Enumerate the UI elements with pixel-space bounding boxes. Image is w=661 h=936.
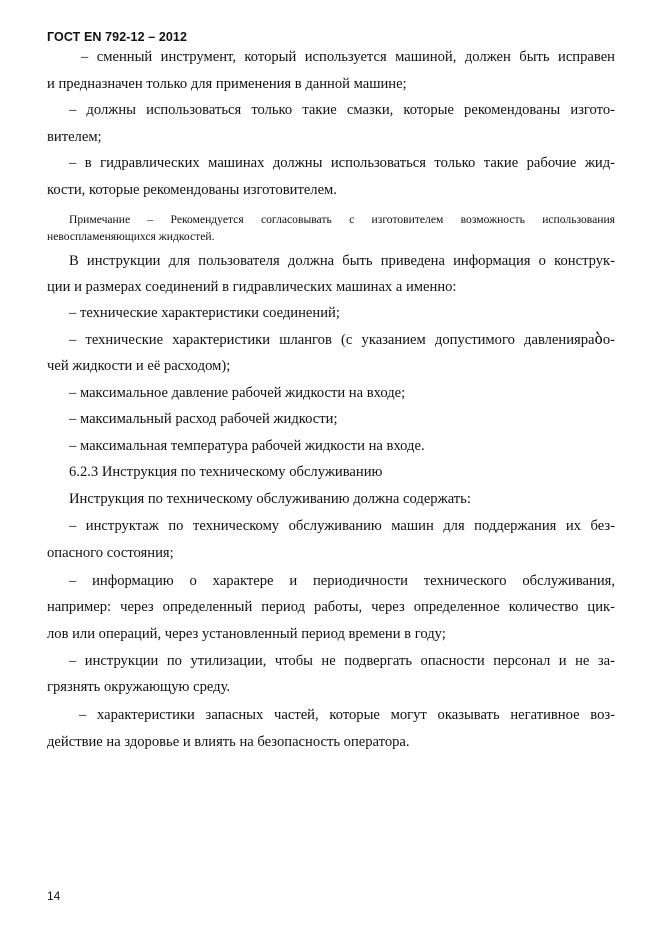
text-line: – характеристики запасных частей, которые могут оказывать негативное воз- bbox=[79, 707, 615, 723]
text-line: – инструктаж по техническому обслуживанию машин для поддержания их без- bbox=[69, 518, 615, 534]
text-line: – информацию о характере и периодичности технического обслуживания, bbox=[69, 573, 615, 589]
text-line: – максимальное давление рабочей жидкости на входе; bbox=[69, 385, 406, 401]
text-line: кости, которые рекомендованы изготовителем. bbox=[47, 182, 337, 198]
text-line: – в гидравлических машинах должны использоваться только такие рабочие жид- bbox=[69, 155, 615, 171]
text-line: ции и размерах соединений в гидравлических машинах а именно: bbox=[47, 279, 457, 295]
text-line: чей жидкости и её расходом); bbox=[47, 358, 231, 374]
text-line: – должны использоваться только такие смазки, которые рекомендованы изгото- bbox=[69, 102, 615, 118]
text-line: лов или операций, через установленный период времени в году; bbox=[47, 626, 446, 642]
text-line: действие на здоровье и влиять на безопасность оператора. bbox=[47, 734, 410, 750]
text-line: В инструкции для пользователя должна быть приведена информация о конструк- bbox=[69, 253, 615, 269]
text-line: и предназначен только для применения в данной машине; bbox=[47, 76, 407, 92]
note-line: невоспламеняющихся жидкостей. bbox=[47, 230, 215, 243]
text-line: – максимальная температура рабочей жидкости на входе. bbox=[69, 438, 425, 454]
text-line: – сменный инструмент, который используется машиной, должен быть исправен bbox=[81, 49, 615, 65]
text-line: Инструкция по техническому обслуживанию должна содержать: bbox=[69, 491, 471, 507]
page-number: 14 bbox=[47, 889, 61, 903]
note-line: Примечание – Рекомендуется согласовывать с изготовителем возможность использования bbox=[69, 213, 615, 226]
text-line: грязнять окружающую среду. bbox=[47, 679, 231, 695]
text-line: например: через определенный период работы, через определенное количество цик- bbox=[47, 599, 615, 615]
document-code-header: ГОСТ EN 792-12 – 2012 bbox=[47, 30, 188, 44]
text-line: – максимальный расход рабочей жидкости; bbox=[69, 411, 338, 427]
text-line: – технические характеристики шлангов (с указанием допустимого давленияраბо- bbox=[69, 332, 615, 348]
text-line: вителем; bbox=[47, 129, 102, 145]
text-line: опасного состояния; bbox=[47, 545, 174, 561]
section-heading: 6.2.3 Инструкция по техническому обслуживанию bbox=[69, 464, 383, 480]
text-line: – инструкции по утилизации, чтобы не подвергать опасности персонал и не за- bbox=[69, 653, 615, 669]
text-line: – технические характеристики соединений; bbox=[69, 305, 340, 321]
